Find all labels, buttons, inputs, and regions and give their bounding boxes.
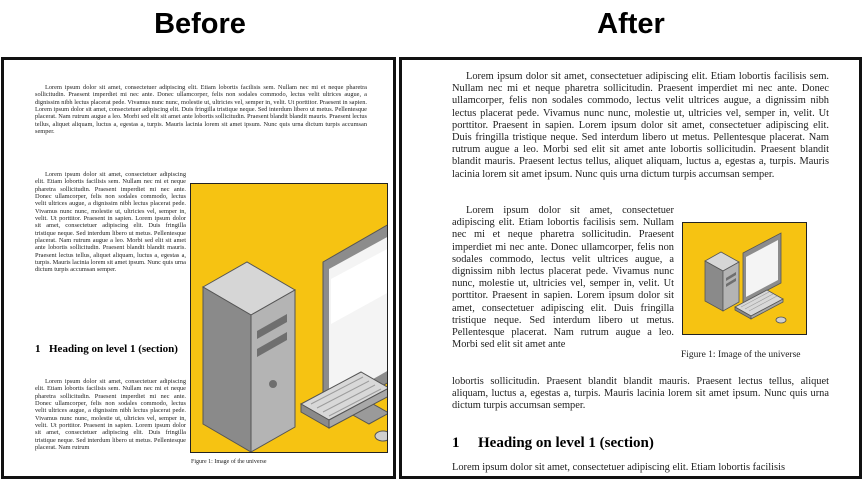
- before-heading-text: Heading on level 1 (section): [49, 343, 178, 355]
- before-intro-paragraph: Lorem ipsum dolor sit amet, consectetuer adipiscing elit. Etiam lobortis facilisis sem. Nullam nec mi et neque pharetra sollicitudin. Praesent imperdiet mi nec ante. Donec ullamcorper, felis non sodales commodo, lectus velit ultrices augue, a dignissim nibh lectus placerat pede. Vivamus nunc nunc, molestie ut, ultricies vel, semper in, velit. Ut porttitor. Praesent in sapien. Lorem ipsum dolor sit amet, consectetuer adipiscing elit. Duis fringilla tristique neque. Sed interdum libero ut metus. Pellentesque placerat. Nam rutrum augue a leo. Morbi sed elit sit amet ante lobortis sollicitudin. Praesent blandit blandit mauris. Praesent lectus tellus, aliquet aliquam, luctus a, egestas a, turpis. Mauris lacinia lorem sit amet ipsum. Nunc quis urna dictum turpis accumsan semper.: [35, 84, 367, 136]
- after-figure-caption: Figure 1: Image of the universe: [681, 350, 801, 360]
- before-heading-number: 1: [35, 343, 41, 355]
- after-column-paragraph: Lorem ipsum dolor sit amet, consectetuer adipiscing elit. Etiam lobortis facilisis sem. Nullam nec mi et neque pharetra sollicitudin. Praesent imperdiet mi nec ante. Donec ullamcorper, felis non sodales commodo, lectus velit ultrices augue, a dignissim nibh lectus placerat pede. Vivamus nunc nunc, molestie ut, ultricies vel, semper in, velit. Ut porttitor. Praesent in sapien. Lorem ipsum dolor sit amet, consectetuer adipiscing elit. Duis fringilla tristique neque. Sed interdum libero ut metus. Pellentesque placerat. Nam rutrum augue a leo. Morbi sed elit sit amet ante: [452, 205, 674, 351]
- computer-illustration-icon: [683, 223, 807, 335]
- after-heading-number: 1: [452, 435, 460, 451]
- after-continuation-paragraph: lobortis sollicitudin. Praesent blandit blandit mauris. Praesent lectus tellus, aliquet aliquam, luctus a, egestas a, turpis. Mauris lacinia lorem sit amet ipsum. Nunc quis urna dictum turpis accumsan semper.: [452, 376, 829, 412]
- after-section-first-line: Lorem ipsum dolor sit amet, consectetuer adipiscing elit. Etiam lobortis facilisis: [452, 462, 786, 473]
- before-section-text: [35, 378, 186, 479]
- before-column-paragraph: Lorem ipsum dolor sit amet, consectetuer adipiscing elit. Etiam lobortis facilisis sem. Nullam nec mi et neque pharetra sollicitudin. Praesent imperdiet mi nec ante. Donec ullamcorper, felis non sodales commodo, lectus velit ultrices augue, a dignissim nibh lectus placerat pede. Vivamus nunc nunc, molestie ut, ultricies vel, semper in, velit. Ut porttitor. Praesent in sapien. Lorem ipsum dolor sit amet, consectetuer adipiscing elit. Duis fringilla tristique neque. Sed interdum libero ut metus. Pellentesque placerat. Nam rutrum augue a leo. Morbi sed elit sit amet ante lobortis sollicitudin. Praesent blandit blandit mauris. Praesent lectus tellus, aliquet aliquam, luctus a, egestas a, turpis. Mauris lacinia lorem sit amet ipsum. Nunc quis urna dictum turpis accumsan semper.: [35, 171, 186, 274]
- after-figure-image: [682, 222, 807, 335]
- after-intro-paragraph: Lorem ipsum dolor sit amet, consectetuer adipiscing elit. Etiam lobortis facilisis sem. Nullam nec mi et neque pharetra sollicitudin. Praesent imperdiet mi nec ante. Donec ullamcorper, felis non sodales commodo, lectus velit ultrices augue, a dignissim nibh lectus placerat pede. Vivamus nunc nunc, molestie ut, ultricies vel, semper in, velit. Ut porttitor. Praesent in sapien. Lorem ipsum dolor sit amet, consectetuer adipiscing elit. Duis fringilla tristique neque. Sed interdum libero ut metus. Pellentesque placerat. Nam rutrum augue a leo. Morbi sed elit sit amet ante lobortis sollicitudin. Praesent blandit blandit mauris. Praesent lectus tellus, aliquet aliquam, luctus a, egestas a, turpis. Mauris lacinia lorem sit amet ipsum. Nunc quis urna dictum turpis accumsan semper.: [452, 71, 829, 180]
- before-section-heading: [35, 343, 195, 356]
- before-title: Before: [154, 8, 246, 40]
- before-section-paragraph: Lorem ipsum dolor sit amet, consectetuer adipiscing elit. Etiam lobortis facilisis sem. Nullam nec mi et neque pharetra sollicitudin. Praesent imperdiet mi nec ante. Donec ullamcorper, felis non sodales commodo, lectus velit ultrices augue, a dignissim nibh lectus placerat pede. Vivamus nunc nunc, molestie ut, ultricies vel, semper in, velit. Ut porttitor. Praesent in sapien. Lorem ipsum dolor sit amet, consectetuer adipiscing elit. Duis fringilla tristique neque. Sed interdum libero ut metus. Pellentesque placerat. Nam rutrum: [35, 378, 186, 452]
- after-intro-text: [452, 71, 829, 181]
- before-figure-image: [190, 183, 388, 453]
- after-page: [399, 57, 862, 479]
- after-section-heading: [452, 434, 832, 452]
- after-continuation-text: [452, 376, 829, 413]
- after-title: After: [597, 8, 665, 40]
- before-figure-caption: Figure 1: Image of the universe: [191, 459, 267, 465]
- after-column-text: [452, 205, 674, 377]
- after-heading-text: Heading on level 1 (section): [478, 435, 654, 451]
- before-page: [1, 57, 396, 479]
- before-intro-text: [35, 84, 367, 135]
- computer-illustration-icon: [191, 184, 388, 453]
